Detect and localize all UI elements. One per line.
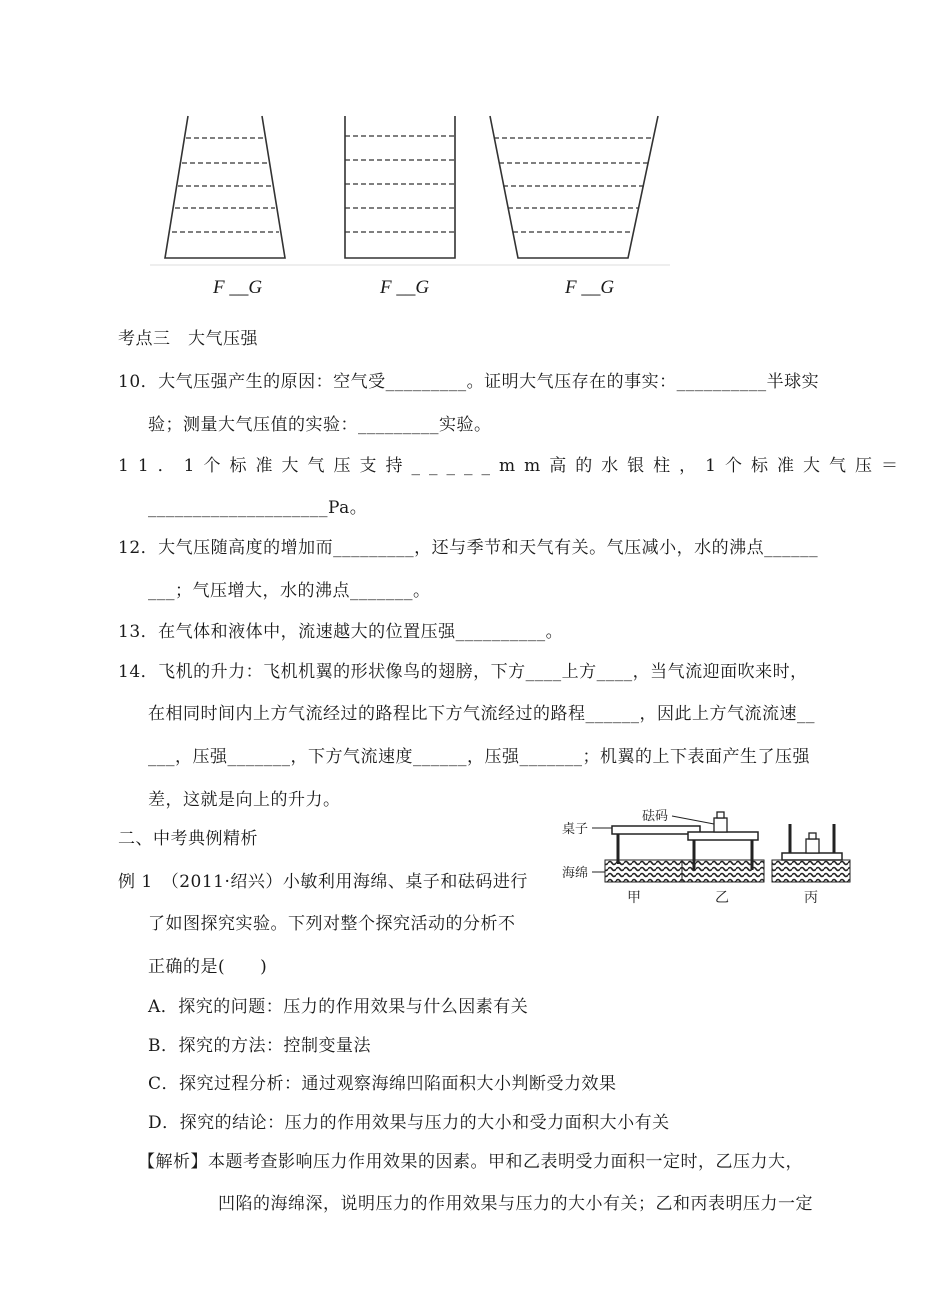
- example1-line3: 正确的是( ): [148, 957, 268, 977]
- container-flared: [165, 116, 285, 258]
- container-straight: [345, 116, 455, 258]
- option-c: C．探究过程分析：通过观察海绵凹陷面积大小判断受力效果: [148, 1074, 617, 1094]
- sponge-experiment-figure: [560, 806, 860, 910]
- caption-yi: 乙: [715, 890, 729, 906]
- container-figures: [150, 108, 670, 273]
- example1-line2: 了如图探究实验。下列对整个探究活动的分析不: [148, 914, 516, 934]
- example1-line1: 例 1 （2011·绍兴）小敏利用海绵、桌子和砝码进行: [118, 872, 528, 892]
- q12-line1: 12．大气压随高度的增加而_________，还与季节和天气有关。气压减小，水的沸点______: [118, 538, 819, 558]
- q11-line1: 11．1个标准大气压支持_____mm高的水银柱，1个标准大气压＝: [118, 456, 908, 476]
- q12-line2: ___；气压增大，水的沸点_______。: [148, 581, 431, 601]
- caption-tapered: F __G: [565, 277, 615, 298]
- container-tapered: [490, 116, 658, 258]
- q14-line1: 14．飞机的升力：飞机机翼的形状像鸟的翅膀，下方____上方____，当气流迎面吹来时，: [118, 662, 808, 682]
- q10-line2: 验；测量大气压值的实验：_________实验。: [148, 415, 492, 435]
- caption-straight: F __G: [380, 277, 430, 298]
- section2-title: 二、中考典例精析: [118, 829, 258, 849]
- option-d: D．探究的结论：压力的作用效果与压力的大小和受力面积大小有关: [148, 1113, 670, 1133]
- caption-jia: 甲: [627, 890, 641, 906]
- option-b: B．探究的方法：控制变量法: [148, 1036, 371, 1056]
- sponge-bing: [772, 860, 850, 882]
- q14-line3: ___，压强_______，下方气流速度______，压强_______；机翼的上下表面产生了压强: [148, 747, 810, 767]
- caption-flared: F __G: [213, 277, 263, 298]
- caption-bing: 丙: [804, 890, 818, 906]
- q13-line1: 13．在气体和液体中，流速越大的位置压强__________。: [118, 622, 564, 642]
- analysis-line1: 【解析】本题考查影响压力作用效果的因素。甲和乙表明受力面积一定时，乙压力大，: [138, 1152, 803, 1172]
- label-table: 桌子: [562, 822, 589, 837]
- q10-line1: 10．大气压强产生的原因：空气受_________。证明大气压存在的事实：__________半球实: [118, 372, 820, 392]
- setup-yi: [682, 812, 764, 882]
- table-top-yi: [688, 832, 758, 840]
- weight-yi: [714, 818, 727, 832]
- table-top-bing: [782, 853, 842, 860]
- setup-bing: [772, 824, 850, 882]
- label-weight: 砝码: [642, 809, 669, 824]
- weight-bing: [806, 839, 819, 853]
- q11-line2: ____________________Pa。: [148, 498, 368, 518]
- analysis-line2: 凹陷的海绵深，说明压力的作用效果与压力的大小有关；乙和丙表明压力一定: [218, 1194, 813, 1214]
- label-sponge: 海绵: [562, 866, 589, 881]
- table-top-jia: [612, 826, 700, 834]
- section3-title: 考点三 大气压强: [118, 329, 258, 349]
- option-a: A．探究的问题：压力的作用效果与什么因素有关: [148, 997, 529, 1017]
- q14-line2: 在相同时间内上方气流经过的路程比下方气流经过的路程______，因此上方气流流速__: [148, 704, 815, 724]
- q14-line4: 差，这就是向上的升力。: [148, 790, 341, 810]
